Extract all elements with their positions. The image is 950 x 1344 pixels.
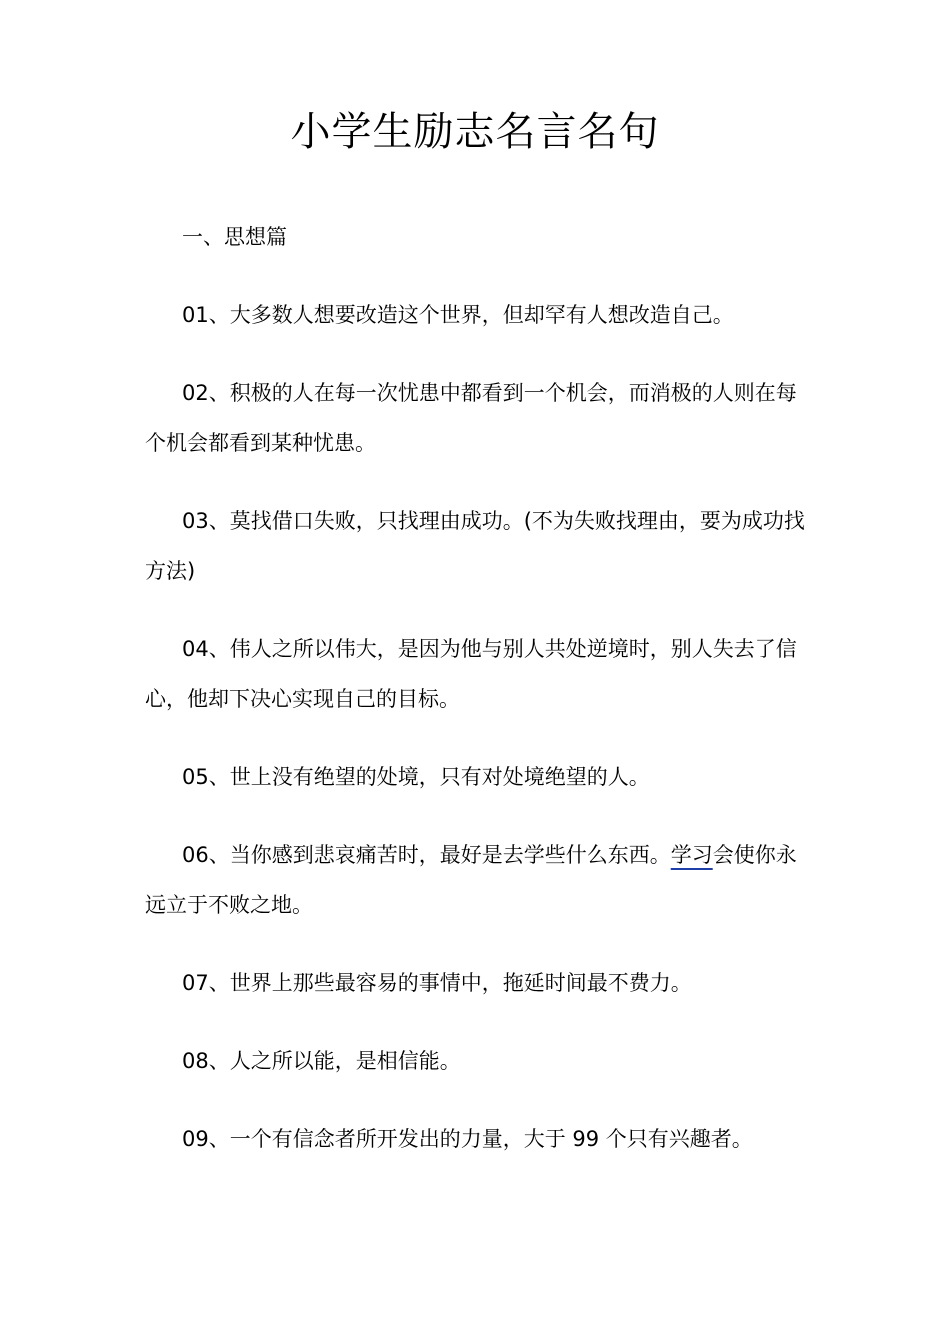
quote-text: 世上没有绝望的处境，只有对处境绝望的人。 <box>229 765 650 789</box>
quote-number: 09、 <box>182 1127 230 1151</box>
quote-text-before: 当你感到悲哀痛苦时，最好是去学些什么东西。 <box>229 843 671 867</box>
quote-number: 08、 <box>182 1049 230 1073</box>
section-heading: 一、思想篇 <box>182 225 287 249</box>
quote-text: 一个有信念者所开发出的力量，大于 99 个只有兴趣者。 <box>229 1127 753 1151</box>
quote-item-08 <box>145 1036 810 1086</box>
quote-text: 世界上那些最容易的事情中，拖延时间最不费力。 <box>229 971 692 995</box>
quote-item-01 <box>145 290 810 340</box>
quote-number: 01、 <box>182 303 230 327</box>
quote-item-05 <box>145 752 810 802</box>
quote-item-04 <box>145 624 810 724</box>
quote-number: 04、 <box>182 637 230 661</box>
quote-number: 05、 <box>182 765 230 789</box>
quote-text: 积极的人在每一次忧患中都看到一个机会，而消极的人则在每个机会都看到某种忧患。 <box>145 381 797 455</box>
quote-text: 大多数人想要改造这个世界，但却罕有人想改造自己。 <box>229 303 734 327</box>
quote-item-09 <box>145 1114 810 1164</box>
quote-item-03 <box>145 496 810 596</box>
quote-number: 06、 <box>182 843 230 867</box>
quote-text-after: 会使你永远立于不败之地。 <box>145 843 797 917</box>
quote-number: 07、 <box>182 971 230 995</box>
quote-text: 伟人之所以伟大，是因为他与别人共处逆境时，别人失去了信心，他却下决心实现自己的目标。 <box>145 637 797 711</box>
quote-text: 莫找借口失败，只找理由成功。(不为失败找理由，要为成功找方法) <box>145 509 805 583</box>
quote-item-06 <box>145 830 810 930</box>
document-title: 小学生励志名言名句 <box>290 109 660 155</box>
quote-item-02 <box>145 368 810 468</box>
quote-item-07 <box>145 958 810 1008</box>
study-link[interactable]: 学习 <box>670 843 713 867</box>
quote-number: 03、 <box>182 509 230 533</box>
quote-text: 人之所以能，是相信能。 <box>229 1049 461 1073</box>
document-body <box>145 212 810 1192</box>
quote-number: 02、 <box>182 381 230 405</box>
